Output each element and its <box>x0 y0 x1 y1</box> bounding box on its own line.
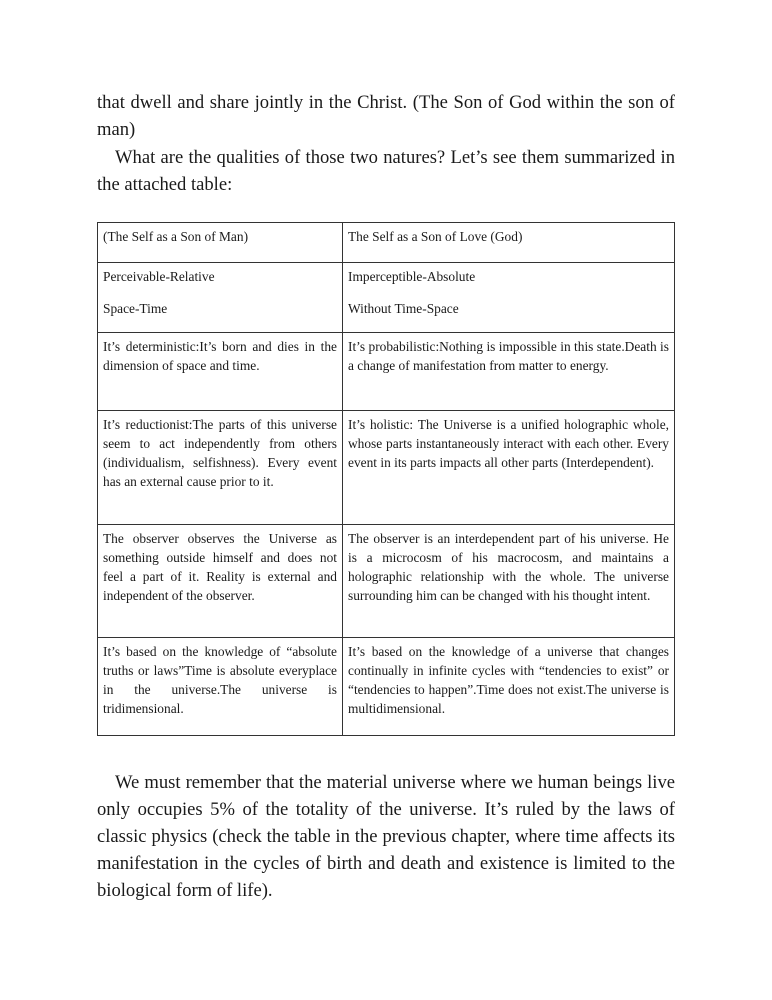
table-cell <box>343 263 675 333</box>
table-row-header <box>98 223 675 263</box>
cell-text: Without Time-Space <box>348 301 459 316</box>
table-cell: It’s reductionist:The parts of this universe seem to act independently from others (individualism, selfishness). Every event has an external cause prior to it. <box>98 411 343 525</box>
table-row <box>98 333 675 411</box>
table-cell: The Self as a Son of Love (God) <box>343 223 675 263</box>
table-cell: It’s based on the knowledge of “absolute truths or laws”Time is absolute everyplace in the universe.The universe is tridimensional. <box>98 638 343 736</box>
paragraph-intro-continued: that dwell and share jointly in the Christ. (The Son of God within the son of man) <box>97 92 675 140</box>
cell-text: Imperceptible-Absolute <box>348 269 476 284</box>
table-row <box>98 525 675 638</box>
table-row <box>98 263 675 333</box>
table-cell: (The Self as a Son of Man) <box>98 223 343 263</box>
table-cell: It’s based on the knowledge of a universe that changes continually in infinite cycles with “tendencies to exist” or “tendencies to happen”.Time does not exist.The universe is multidimensional. <box>343 638 675 736</box>
paragraph-question: What are the qualities of those two natures? Let’s see them summarized in the attached table: <box>97 147 675 195</box>
table-cell: It’s holistic: The Universe is a unified holographic whole, whose parts instantaneously interact with each other. Every event in its parts impacts all other parts (Interdependent). <box>343 411 675 525</box>
table-cell <box>98 263 343 333</box>
table-row <box>98 638 675 736</box>
cell-text: Perceivable-Relative <box>103 269 215 284</box>
cell-text: Space-Time <box>103 301 168 316</box>
table-row <box>98 411 675 525</box>
table-cell: It’s deterministic:It’s born and dies in the dimension of space and time. <box>98 333 343 411</box>
paragraph-closing: We must remember that the material universe where we human beings live only occupies 5% of the totality of the universe. It’s ruled by the laws of classic physics (check the table in the previous chapter, where time affects its manifestation in the cycles of birth and death and existence is limited to the biological form of life). <box>97 772 675 901</box>
table-cell: The observer observes the Universe as something outside himself and does not feel a part of it. Reality is external and independent of the observer. <box>98 525 343 638</box>
table-cell: The observer is an interdependent part of his universe. He is a microcosm of his macrocosm, and maintains a holographic relationship with the whole. The universe surrounding him can be changed with his thought intent. <box>343 525 675 638</box>
comparison-table <box>97 222 675 736</box>
table-cell: It’s probabilistic:Nothing is impossible in this state.Death is a change of manifestation from matter to energy. <box>343 333 675 411</box>
